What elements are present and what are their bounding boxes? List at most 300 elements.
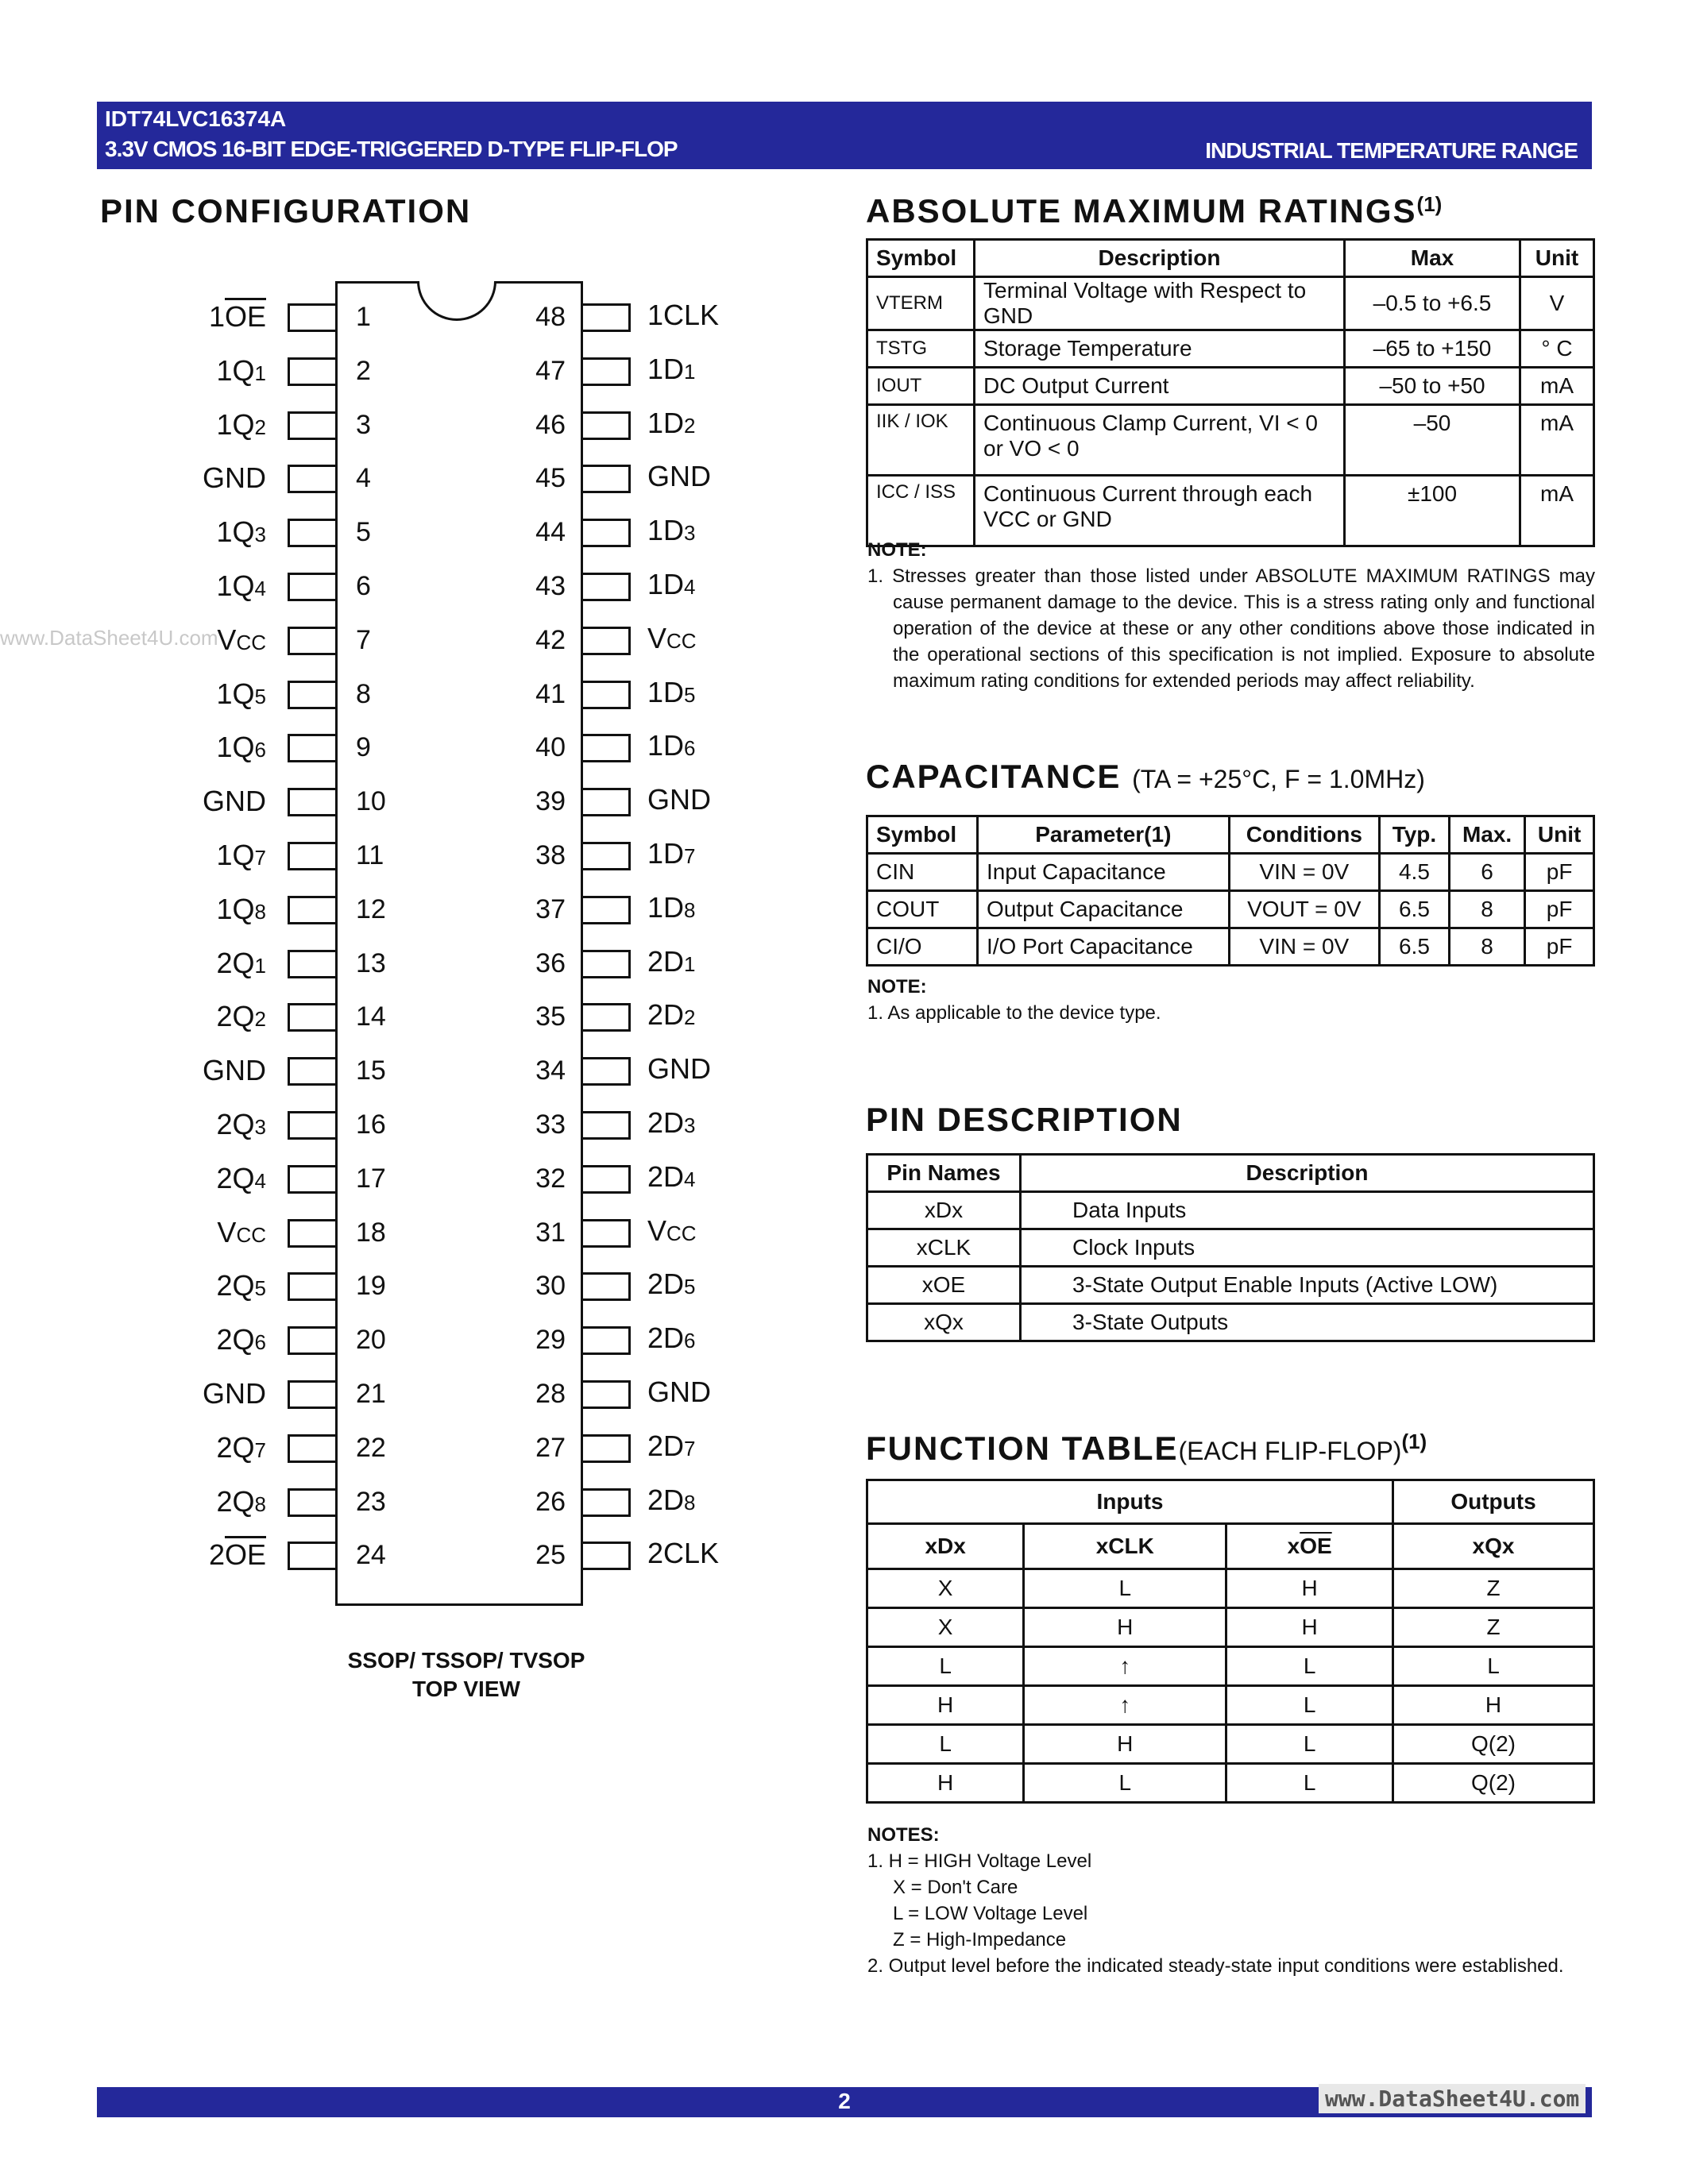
pin-name: [647, 676, 696, 709]
pin-number: 21: [356, 1379, 386, 1409]
pin-name-sub: 7: [254, 1437, 266, 1462]
table-cell: ICC / ISS: [867, 476, 975, 546]
pin-name-sub: $\overline{OE}$: [224, 1538, 266, 1572]
function-note-2: 2. Output level before the indicated steady-state input conditions were established.: [867, 1955, 1564, 1977]
abs-max-note: [867, 537, 1595, 694]
table-row: [867, 1686, 1594, 1725]
pin-number: 34: [535, 1055, 566, 1086]
pin-name-sub: 2: [684, 413, 696, 438]
pin-name-main: 1Q: [216, 407, 255, 441]
capacitance-title: [866, 758, 1425, 796]
pin-name: [217, 1000, 267, 1033]
table-row: [867, 277, 1594, 330]
function-title-sup: (1): [1401, 1430, 1427, 1453]
table-cell: IOUT: [867, 368, 975, 405]
pin-name-main: GND: [647, 460, 711, 493]
pin-desc-title: PIN DESCRIPTION: [866, 1101, 1183, 1138]
function-title-sub: (EACH FLIP-FLOP): [1178, 1437, 1402, 1465]
pin-name: [217, 1108, 267, 1141]
col-typ: Typ.: [1380, 816, 1450, 854]
pin-name-main: 1D: [647, 514, 685, 547]
pin-name-main: 1Q: [216, 515, 255, 549]
pin-name-sub: 5: [254, 1276, 266, 1301]
function-rows: [867, 1569, 1594, 1803]
pin-name-sub: 5: [254, 684, 266, 708]
pin-lead: [288, 1488, 335, 1517]
group-outputs: Outputs: [1393, 1480, 1594, 1524]
pin-lead: [288, 573, 335, 601]
pin-name-main: GND: [203, 1054, 266, 1087]
pin-name-main: V: [647, 1214, 667, 1247]
pin-lead: [583, 411, 631, 440]
table-cell: L: [867, 1725, 1024, 1764]
watermark-left: www.DataSheet4U.com: [0, 626, 218, 650]
col-symbol: Symbol: [867, 816, 978, 854]
pin-name-main: 2Q: [216, 1000, 255, 1033]
pin-number: 25: [535, 1540, 566, 1571]
view-caption: TOP VIEW: [412, 1677, 520, 1701]
col-symbol: Symbol: [867, 240, 975, 277]
pin-lead: [583, 842, 631, 870]
pin-name-sub: 3: [684, 521, 696, 546]
pin-name-sub: 7: [254, 846, 266, 870]
table-cell: L: [1024, 1569, 1226, 1608]
function-notes: [867, 1822, 1595, 1979]
pin-name: [647, 1430, 696, 1463]
pin-number: 27: [535, 1432, 566, 1463]
abs-max-table: [866, 238, 1595, 547]
pin-lead: [288, 950, 335, 978]
table-cell: Output Capacitance: [977, 891, 1229, 928]
pin-lead: [288, 788, 335, 816]
table-cell: CIN: [867, 854, 978, 891]
pin-lead: [583, 357, 631, 386]
pin-desc-table: [866, 1153, 1595, 1342]
table-row: [867, 330, 1594, 368]
pin-name-main: 1Q: [216, 892, 255, 925]
pin-name-sub: 2: [684, 1005, 696, 1030]
table-header-row: [867, 240, 1594, 277]
table-cell: L: [1226, 1725, 1393, 1764]
table-cell: L: [1226, 1686, 1393, 1725]
pin-lead: [288, 1326, 335, 1355]
table-cell: IIK / IOK: [867, 405, 975, 476]
pin-name-main: 1CLK: [647, 299, 720, 331]
table-cell: TSTG: [867, 330, 975, 368]
pin-number: 22: [356, 1432, 386, 1463]
table-cell: DC Output Current: [975, 368, 1345, 405]
capacitance-rows: [867, 854, 1594, 966]
pin-name-main: V: [217, 623, 237, 656]
pin-name: [647, 1537, 719, 1570]
table-cell: 6.5: [1380, 891, 1450, 928]
pin-number: 28: [535, 1379, 566, 1409]
cap-note-label: NOTE:: [867, 976, 927, 997]
pin-name-main: 1D: [647, 890, 685, 924]
pin-number: 33: [535, 1109, 566, 1140]
pin-number: 38: [535, 840, 566, 870]
pin-name-sub: 5: [684, 682, 696, 707]
table-row: [867, 368, 1594, 405]
table-cell: L: [1226, 1764, 1393, 1803]
pin-name: [217, 1431, 267, 1464]
table-row: [867, 854, 1594, 891]
table-row: [867, 1764, 1594, 1803]
pin-lead: [288, 1003, 335, 1032]
table-cell: Q(2): [1393, 1764, 1594, 1803]
table-cell: xDx: [867, 1192, 1021, 1229]
table-row: [867, 1569, 1594, 1608]
table-cell: L: [1024, 1764, 1226, 1803]
pin-name-main: GND: [647, 783, 711, 816]
table-group-row: [867, 1480, 1594, 1524]
pin-name-sub: 8: [254, 899, 266, 924]
pin-name-main: 1D: [647, 568, 685, 600]
pin-name: [647, 891, 696, 924]
table-cell: CI/O: [867, 928, 978, 966]
pin-name-main: 2Q: [216, 1484, 255, 1518]
pin-number: 26: [535, 1486, 566, 1517]
capacitance-note: [867, 974, 1595, 1026]
pin-name: [203, 1054, 266, 1087]
col-xoe-label: $\overline{OE}$: [1300, 1534, 1332, 1558]
pin-name-sub: 2: [254, 415, 266, 439]
table-cell: X: [867, 1569, 1024, 1608]
pin-name: [209, 300, 266, 334]
pin-name-main: GND: [647, 1052, 711, 1086]
table-cell: Data Inputs: [1021, 1192, 1594, 1229]
pin-lead: [288, 1111, 335, 1140]
function-note-l: L = LOW Voltage Level: [893, 1903, 1088, 1924]
table-cell: H: [1024, 1725, 1226, 1764]
table-cell: H: [1024, 1608, 1226, 1647]
pin-name-main: 2D: [647, 1322, 685, 1355]
pin-name-main: 2D: [647, 1160, 685, 1193]
pin-name: [647, 407, 696, 440]
capacitance-table: [866, 815, 1595, 967]
function-note-x: X = Don't Care: [893, 1877, 1018, 1898]
pin-lead: [583, 1165, 631, 1194]
pin-name-sub: 1: [684, 359, 696, 384]
pin-lead: [583, 627, 631, 655]
pin-name-sub: 7: [684, 1436, 696, 1461]
pin-name: [217, 1269, 267, 1302]
pin-lead: [288, 465, 335, 493]
pin-name-sub: 7: [684, 844, 696, 868]
pin-name-sub: 6: [684, 736, 696, 761]
pin-name-main: 2Q: [216, 1161, 255, 1194]
pin-lead: [288, 357, 335, 386]
pin-name: [217, 1323, 267, 1356]
pin-lead: [583, 1219, 631, 1248]
pin-number: 2: [356, 355, 371, 386]
pin-lead: [288, 1165, 335, 1194]
pin-name-sub: 6: [684, 1329, 696, 1353]
table-cell: ±100: [1345, 476, 1520, 546]
capacitance-title-text: CAPACITANCE: [866, 758, 1122, 795]
table-cell: Q(2): [1393, 1725, 1594, 1764]
pin-lead: [288, 1542, 335, 1570]
pin-number: 17: [356, 1163, 386, 1194]
table-cell: ↑: [1024, 1647, 1226, 1686]
table-cell: L: [867, 1647, 1024, 1686]
pin-number: 13: [356, 947, 386, 978]
pin-number: 48: [535, 302, 566, 332]
pin-lead: [583, 1488, 631, 1517]
pin-number: 16: [356, 1109, 386, 1140]
pin-name-sub: 2: [254, 1007, 266, 1032]
pin-name-main: 1Q: [216, 731, 255, 764]
col-max: Max: [1345, 240, 1520, 277]
table-cell: Terminal Voltage with Respect to GND: [975, 277, 1345, 330]
pin-name: [647, 1484, 696, 1517]
pin-name: [217, 893, 267, 926]
pin-number: 32: [535, 1163, 566, 1194]
table-cell: mA: [1520, 405, 1594, 476]
table-cell: Clock Inputs: [1021, 1229, 1594, 1267]
pin-number: 4: [356, 463, 371, 494]
pin-name: [209, 1538, 266, 1572]
pin-name: [647, 353, 696, 386]
table-cell: Storage Temperature: [975, 330, 1345, 368]
pin-name-sub: $\overline{OE}$: [224, 300, 266, 333]
pin-name-sub: 1: [254, 361, 266, 385]
pin-number: 36: [535, 947, 566, 978]
table-cell: VIN = 0V: [1229, 928, 1379, 966]
function-notes-label: NOTES:: [867, 1824, 940, 1846]
pin-number: 30: [535, 1271, 566, 1302]
pin-config-title: PIN CONFIGURATION: [100, 192, 472, 230]
abs-max-rows: [867, 277, 1594, 546]
pin-number: 31: [535, 1217, 566, 1248]
pin-name: [217, 623, 266, 657]
pin-name-sub: 8: [684, 1490, 696, 1515]
pin-lead: [583, 788, 631, 816]
col-parameter: Parameter(1): [977, 816, 1229, 854]
pin-number: 9: [356, 732, 371, 763]
pin-name: [647, 460, 711, 493]
table-row: [867, 1192, 1594, 1229]
pin-name: [647, 514, 696, 547]
pin-number: 37: [535, 893, 566, 924]
group-inputs: Inputs: [867, 1480, 1393, 1524]
table-cell: mA: [1520, 476, 1594, 546]
pin-lead: [288, 1434, 335, 1463]
pin-number: 15: [356, 1055, 386, 1086]
pin-number: 29: [535, 1325, 566, 1356]
pin-name: [647, 998, 696, 1032]
pin-name-main: 2D: [647, 1429, 685, 1462]
col-max: Max.: [1449, 816, 1524, 854]
pin-name: [647, 1106, 696, 1140]
header-bar: [97, 102, 1592, 169]
table-cell: H: [867, 1686, 1024, 1725]
table-cell: 6.5: [1380, 928, 1450, 966]
pin-name: [203, 785, 266, 818]
pin-name: [217, 947, 267, 980]
pin-desc-rows: [867, 1192, 1594, 1341]
table-cell: Z: [1393, 1608, 1594, 1647]
col-pin-names: Pin Names: [867, 1155, 1021, 1192]
pin-number: 7: [356, 624, 371, 655]
pin-number: 19: [356, 1271, 386, 1302]
pin-lead: [583, 1542, 631, 1570]
pin-name-sub: 6: [254, 1330, 266, 1355]
package-caption: SSOP/ TSSOP/ TVSOP: [347, 1648, 585, 1673]
pin-lead: [288, 681, 335, 709]
pin-name-sub: 1: [254, 953, 266, 978]
table-row: [867, 1304, 1594, 1341]
pin-number: 10: [356, 786, 386, 817]
pin-name: [217, 569, 267, 603]
table-cell: 4.5: [1380, 854, 1450, 891]
pin-number: 3: [356, 409, 371, 440]
table-cell: Z: [1393, 1569, 1594, 1608]
table-cell: –65 to +150: [1345, 330, 1520, 368]
table-cell: H: [867, 1764, 1024, 1803]
table-cell: 3-State Output Enable Inputs (Active LOW): [1021, 1267, 1594, 1304]
table-header-row: [867, 816, 1594, 854]
function-title-text: FUNCTION TABLE: [866, 1430, 1179, 1467]
table-row: [867, 405, 1594, 476]
function-table: [866, 1479, 1595, 1804]
pin-name-sub: CC: [236, 1222, 266, 1247]
pin-lead: [583, 519, 631, 547]
pin-name-main: 2CLK: [647, 1537, 720, 1570]
pin-name: [217, 731, 267, 764]
pin-name: [217, 1162, 267, 1195]
table-cell: 8: [1449, 928, 1524, 966]
function-note-1: 1. H = HIGH Voltage Level: [867, 1850, 1092, 1872]
temperature-range: INDUSTRIAL TEMPERATURE RANGE: [1205, 138, 1578, 163]
pin-lead: [288, 1219, 335, 1248]
pin-name-sub: CC: [666, 628, 697, 653]
table-cell: L: [1393, 1647, 1594, 1686]
pin-lead: [583, 1434, 631, 1463]
pin-number: 40: [535, 732, 566, 763]
pin-name-main: 1Q: [216, 353, 255, 387]
pin-name-sub: 4: [684, 1167, 696, 1191]
pin-name: [217, 354, 267, 388]
pin-name-main: 1Q: [216, 677, 255, 710]
pin-name-sub: 6: [254, 738, 266, 762]
pin-name-main: 2Q: [216, 946, 255, 979]
capacitance-conditions: (TA = +25°C, F = 1.0MHz): [1132, 765, 1425, 793]
pin-name-sub: 8: [684, 897, 696, 922]
pin-name-sub: 4: [684, 575, 696, 599]
pin-lead: [583, 681, 631, 709]
table-cell: L: [1226, 1647, 1393, 1686]
table-cell: mA: [1520, 368, 1594, 405]
table-row: [867, 1725, 1594, 1764]
pin-name: [217, 408, 267, 442]
table-row: [867, 1267, 1594, 1304]
pin-lead: [583, 734, 631, 762]
pin-number: 42: [535, 624, 566, 655]
pin-name-main: 2Q: [216, 1323, 255, 1356]
pin-number: 11: [356, 840, 384, 870]
col-xdx: xDx: [867, 1524, 1024, 1569]
pin-lead: [583, 1003, 631, 1032]
pin-name: [217, 1216, 266, 1249]
pin-name-sub: 5: [684, 1275, 696, 1299]
pin-number: 18: [356, 1217, 386, 1248]
table-cell: Input Capacitance: [977, 854, 1229, 891]
pin-number: 41: [535, 678, 566, 709]
page-number: 2: [838, 2089, 851, 2113]
pin-number: 35: [535, 1001, 566, 1032]
pin-name: [203, 1377, 266, 1410]
pin-lead: [583, 1380, 631, 1409]
table-row: [867, 1647, 1594, 1686]
pin-lead: [583, 465, 631, 493]
table-cell: VTERM: [867, 277, 975, 330]
pin-name: [647, 729, 696, 762]
table-row: [867, 891, 1594, 928]
pin-name-main: 1D: [647, 729, 685, 762]
table-cell: xOE: [867, 1267, 1021, 1304]
pin-name: [647, 622, 697, 655]
pin-name-main: 2D: [647, 1483, 685, 1516]
col-unit: Unit: [1525, 816, 1594, 854]
pin-lead: [583, 1111, 631, 1140]
pin-name: [647, 299, 719, 332]
pin-name-main: 2D: [647, 998, 685, 1032]
pin-name: [647, 1160, 696, 1194]
table-cell: H: [1226, 1608, 1393, 1647]
pin-name-sub: CC: [666, 1221, 697, 1245]
table-cell: –0.5 to +6.5: [1345, 277, 1520, 330]
table-cell: pF: [1525, 928, 1594, 966]
pin-lead: [288, 1272, 335, 1301]
pin-name: [647, 837, 696, 870]
pin-number: 43: [535, 571, 566, 601]
abs-max-title-text: ABSOLUTE MAXIMUM RATINGS: [866, 192, 1417, 230]
pin-name: [647, 1214, 697, 1248]
table-cell: COUT: [867, 891, 978, 928]
pin-number: 44: [535, 517, 566, 548]
pin-name-sub: 3: [254, 1115, 266, 1139]
pin-name: [647, 1052, 711, 1086]
pin-name-main: 2Q: [216, 1108, 255, 1140]
pin-name: [217, 839, 267, 872]
table-cell: VIN = 0V: [1229, 854, 1379, 891]
pin-name-main: 1D: [647, 675, 685, 708]
pin-name-main: 2Q: [216, 1269, 255, 1302]
pin-number: 12: [356, 893, 386, 924]
table-row: [867, 928, 1594, 966]
table-cell: I/O Port Capacitance: [977, 928, 1229, 966]
col-xqx: xQx: [1393, 1524, 1594, 1569]
function-table-title: [866, 1430, 1427, 1468]
pin-number: 23: [356, 1486, 386, 1517]
table-cell: pF: [1525, 854, 1594, 891]
table-cell: 8: [1449, 891, 1524, 928]
table-cell: ↑: [1024, 1686, 1226, 1725]
pin-number: 47: [535, 355, 566, 386]
pin-lead: [583, 1326, 631, 1355]
pin-name: [217, 515, 267, 549]
pin-name-main: 2D: [647, 1106, 685, 1139]
abs-note-label: NOTE:: [867, 539, 927, 561]
pin-name-sub: 3: [684, 1113, 696, 1137]
pin-name-main: 2D: [647, 944, 685, 978]
pin-lead: [288, 1057, 335, 1086]
table-cell: ° C: [1520, 330, 1594, 368]
pin-name: [647, 1268, 696, 1301]
abs-max-title-sup: (1): [1416, 192, 1443, 216]
table-cell: 6: [1449, 854, 1524, 891]
